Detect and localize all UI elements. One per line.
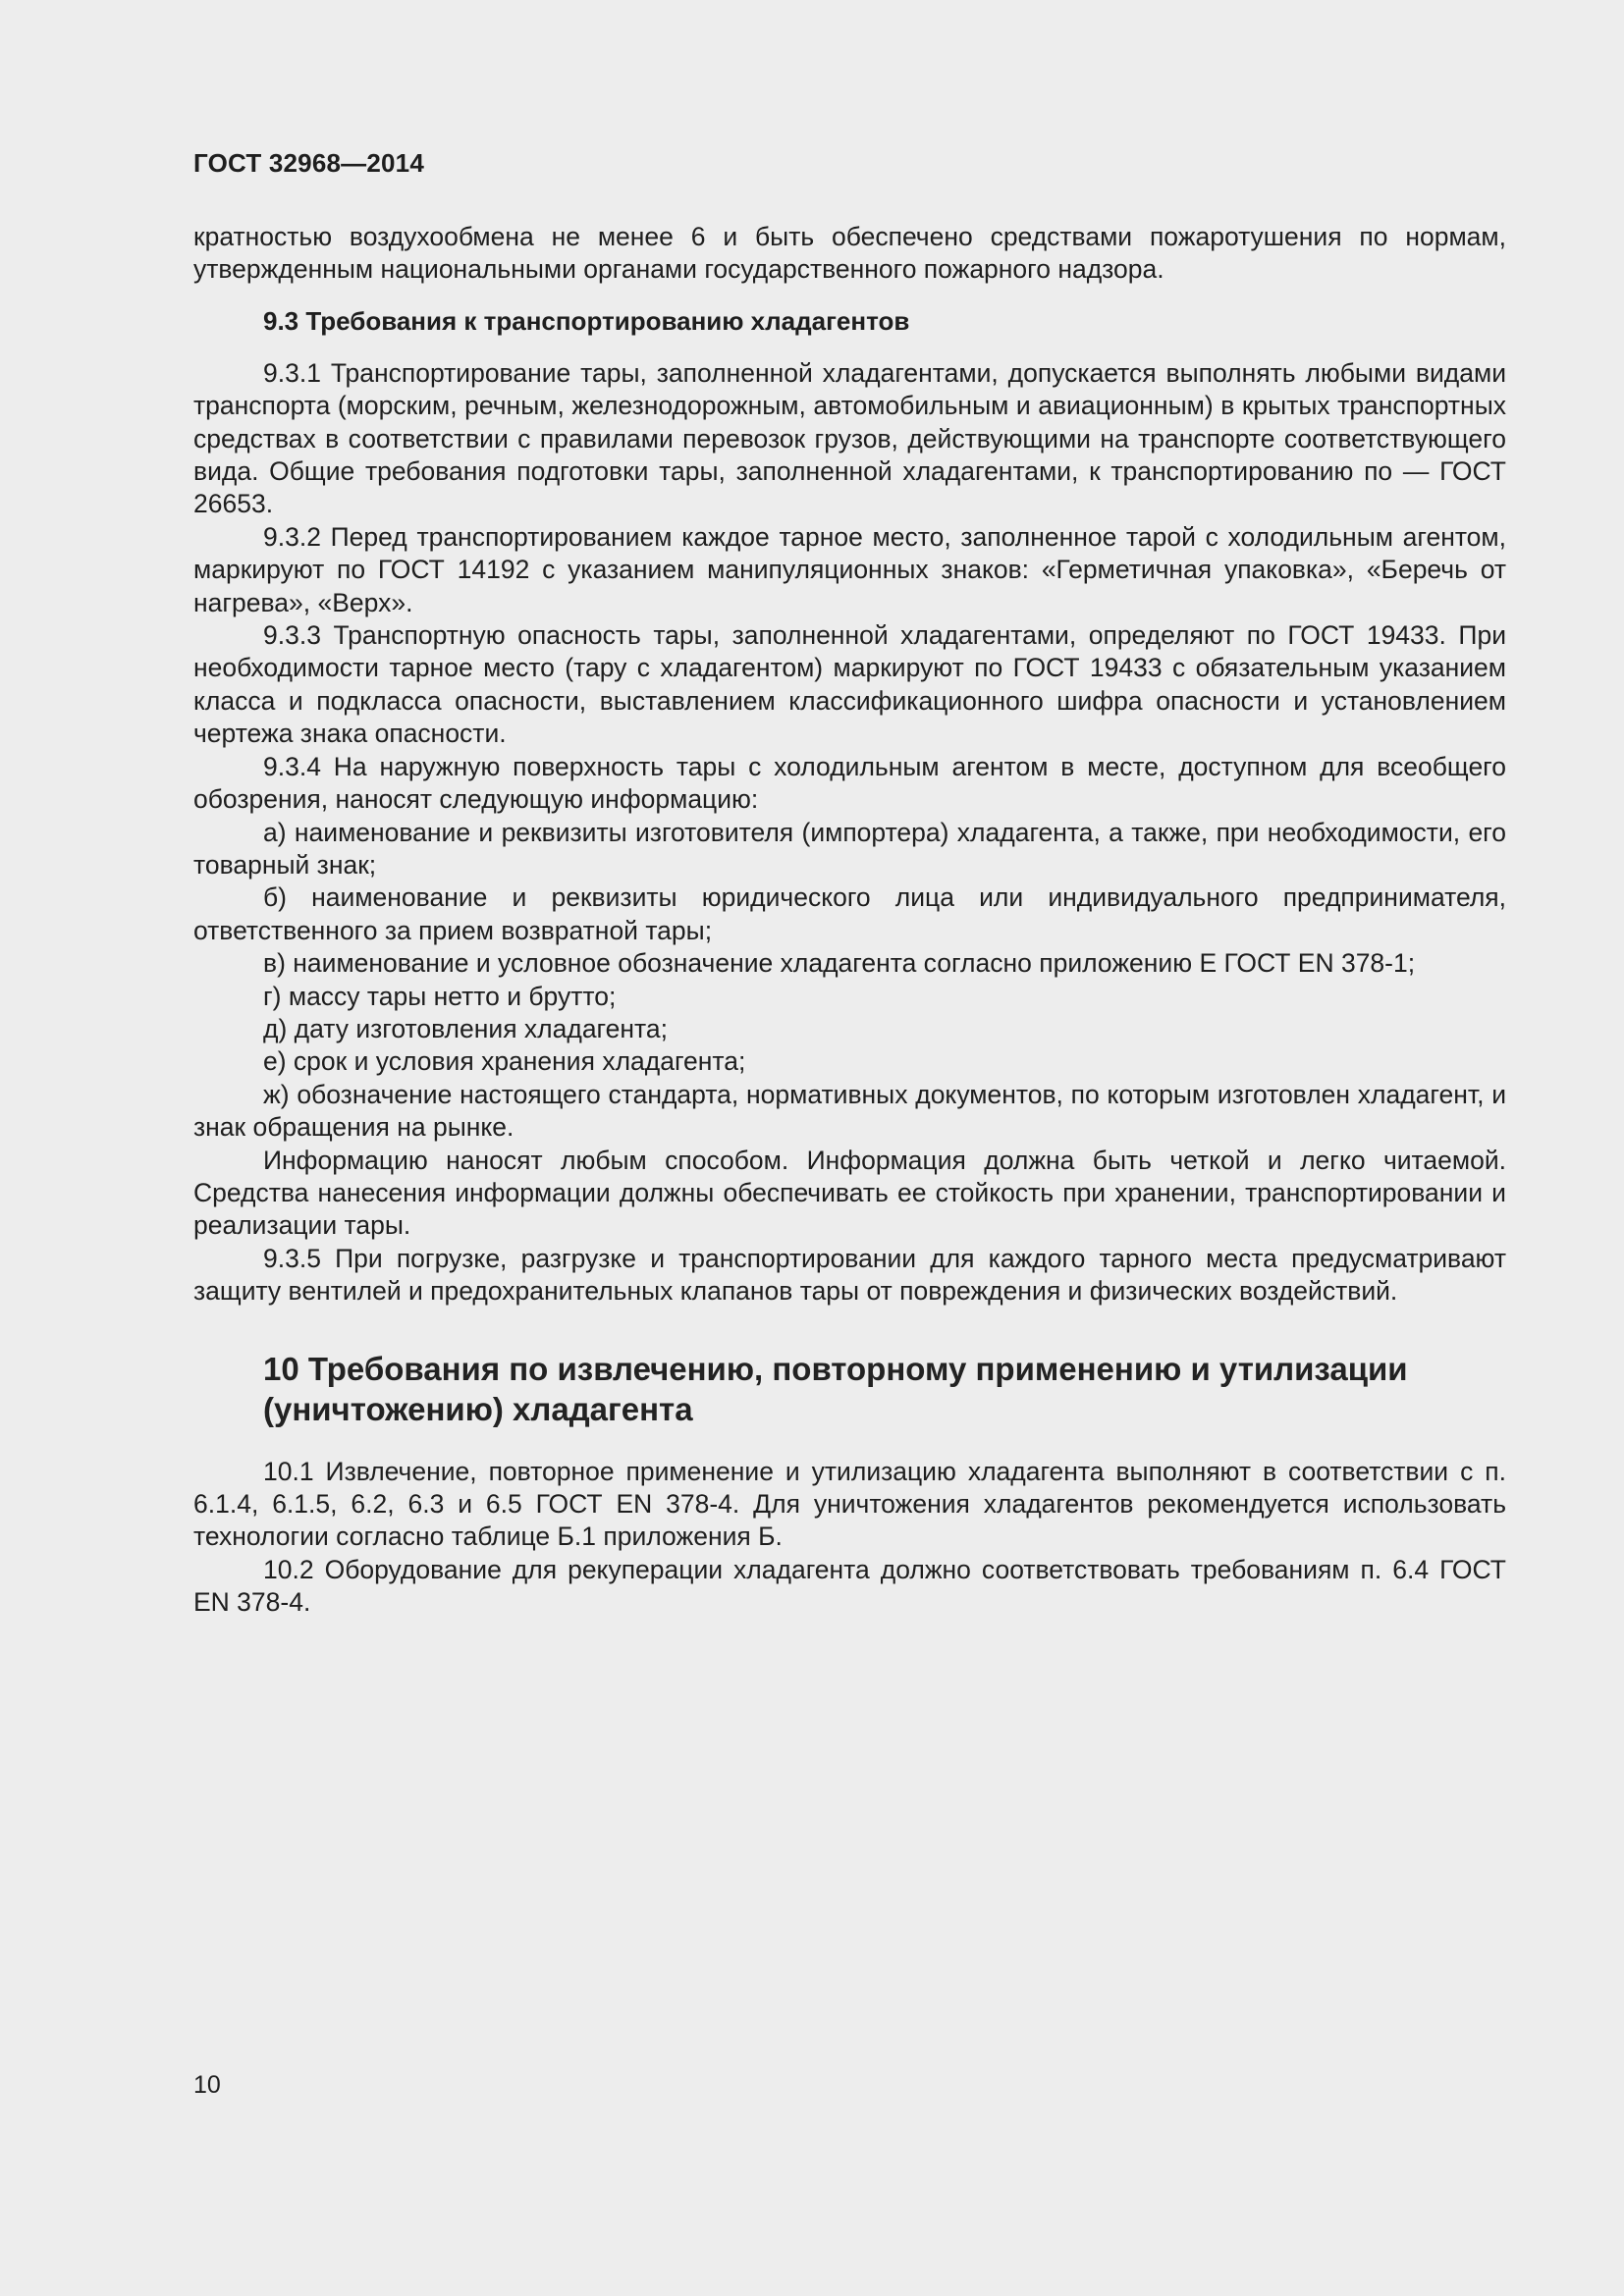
list-item-zh: ж) обозначение настоящего стандарта, нормативных документов, по которым изготовлен хладагент, и знак обращения на рынке.: [193, 1079, 1506, 1143]
document-header: ГОСТ 32968—2014: [193, 148, 424, 178]
paragraph-10-1: 10.1 Извлечение, повторное применение и утилизацию хладагента выполняют в соответствии с п. 6.1.4, 6.1.5, 6.2, 6.3 и 6.5 ГОСТ EN 378-4. Для уничтожения хладагентов рекомендуется использовать технологии согласно таблице Б.1 приложения Б.: [193, 1456, 1506, 1552]
paragraph-10-2: 10.2 Оборудование для рекуперации хладагента должно соответствовать требованиям п. 6.4 ГОСТ EN 378-4.: [193, 1554, 1506, 1618]
list-item-a: а) наименование и реквизиты изготовителя (импортера) хладагента, а также, при необходимости, его товарный знак;: [193, 817, 1506, 880]
list-item-d: д) дату изготовления хладагента;: [263, 1013, 668, 1043]
paragraph-9-3-3: 9.3.3 Транспортную опасность тары, заполненной хладагентами, определяют по ГОСТ 19433. При необходимости тарное место (тару с хладагентом) маркируют по ГОСТ 19433 с обязательным указанием класса и подкласса опасности, выставлением классификационного шифра опасности и установлением чертежа знака опасности.: [193, 620, 1506, 749]
paragraph-9-3-1: 9.3.1 Транспортирование тары, заполненной хладагентами, допускается выполнять любыми видами транспорта (морским, речным, железнодорожным, автомобильным и авиационным) в крытых транспортных средствах в соответствии с правилами перевозок грузов, действующими на транспорте соответствующего вида. Общие требования подготовки тары, заполненной хладагентами, к транспортированию по — ГОСТ 26653.: [193, 357, 1506, 519]
paragraph-information: Информацию наносят любым способом. Информация должна быть четкой и легко читаемой. Средства нанесения информации должны обеспечивать ее стойкость при хранении, транспортировании и реализации тары.: [193, 1145, 1506, 1241]
list-item-g: г) массу тары нетто и брутто;: [263, 981, 617, 1011]
paragraph-continuation: кратностью воздухообмена не менее 6 и быть обеспечено средствами пожаротушения по нормам, утвержденным национальными органами государственного пожарного надзора.: [193, 222, 1506, 285]
subsection-heading-9-3: 9.3 Требования к транспортированию хладагентов: [263, 305, 910, 336]
paragraph-9-3-4: 9.3.4 На наружную поверхность тары с холодильным агентом в месте, доступном для всеобщего обозрения, наносят следующую информацию:: [193, 751, 1506, 815]
section-heading-10: 10 Требования по извлечению, повторному применению и утилизации (уничтожению) хладагента: [263, 1350, 1408, 1427]
document-body: [193, 221, 1506, 1620]
paragraph-9-3-5: 9.3.5 При погрузке, разгрузке и транспортировании для каждого тарного места предусматривают защиту вентилей и предохранительных клапанов тары от повреждения и физических воздействий.: [193, 1243, 1506, 1307]
page-number: 10: [193, 2071, 221, 2099]
list-item-v: в) наименование и условное обозначение хладагента согласно приложению Е ГОСТ EN 378-1;: [263, 948, 1416, 979]
paragraph-9-3-2: 9.3.2 Перед транспортированием каждое тарное место, заполненное тарой с холодильным агентом, маркируют по ГОСТ 14192 с указанием манипуляционных знаков: «Герметичная упаковка», «Беречь от нагрева», «Верх».: [193, 521, 1506, 617]
list-item-b: б) наименование и реквизиты юридического лица или индивидуального предпринимателя, ответственного за прием возвратной тары;: [193, 882, 1506, 945]
list-item-e: е) срок и условия хранения хладагента;: [263, 1046, 746, 1077]
